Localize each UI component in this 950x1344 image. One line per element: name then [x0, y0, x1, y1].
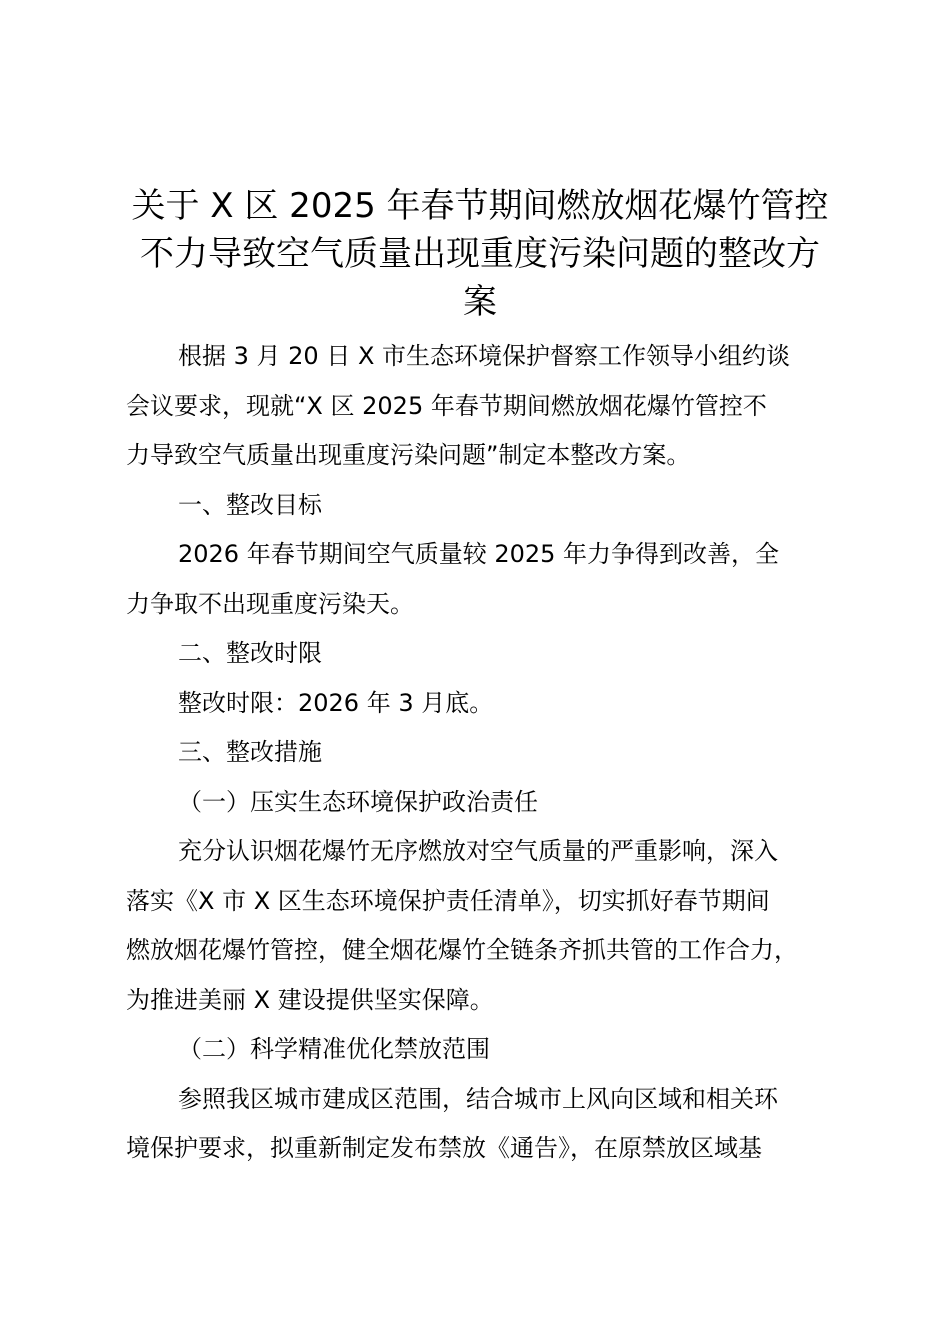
paragraph-line: 2026 年春节期间空气质量较 2025 年力争得到改善，全 [178, 540, 780, 568]
paragraph-line: 落实《X 市 X 区生态环境保护责任清单》，切实抓好春节期间 [126, 886, 770, 915]
paragraph-line: 根据 3 月 20 日 X 市生态环境保护督察工作领导小组约谈 [178, 342, 791, 370]
section-heading: 二、整改时限 [178, 639, 322, 667]
paragraph-line: 参照我区城市建成区范围，结合城市上风向区域和相关环 [178, 1084, 778, 1113]
paragraph-line: 力争取不出现重度污染天。 [126, 589, 414, 618]
section-heading: 一、整改目标 [178, 490, 322, 519]
document-title [120, 182, 840, 326]
paragraph-line: 力导致空气质量出现重度污染问题”制定本整改方案。 [126, 441, 691, 469]
paragraph-line: 会议要求，现就“X 区 2025 年春节期间燃放烟花爆竹管控不 [126, 391, 767, 420]
title-line: 关于 X 区 2025 年春节期间燃放烟花爆竹管控 [131, 186, 829, 226]
paragraph-line: 境保护要求，拟重新制定发布禁放《通告》，在原禁放区域基 [126, 1134, 762, 1162]
paragraph-line: 燃放烟花爆竹管控，健全烟花爆竹全链条齐抓共管的工作合力， [126, 936, 798, 964]
paragraph-line: 充分认识烟花爆竹无序燃放对空气质量的严重影响，深入 [178, 837, 778, 865]
subsection-heading: （二）科学精准优化禁放范围 [178, 1035, 490, 1063]
document-body [126, 332, 836, 1174]
title-line: 案 [463, 282, 497, 322]
paragraph-line: 为推进美丽 X 建设提供坚实保障。 [126, 985, 494, 1014]
paragraph-line: 整改时限：2026 年 3 月底。 [178, 688, 494, 717]
title-line: 不力导致空气质量出现重度污染问题的整改方 [140, 234, 820, 274]
subsection-heading: （一）压实生态环境保护政治责任 [178, 787, 538, 816]
section-heading: 三、整改措施 [178, 738, 322, 766]
